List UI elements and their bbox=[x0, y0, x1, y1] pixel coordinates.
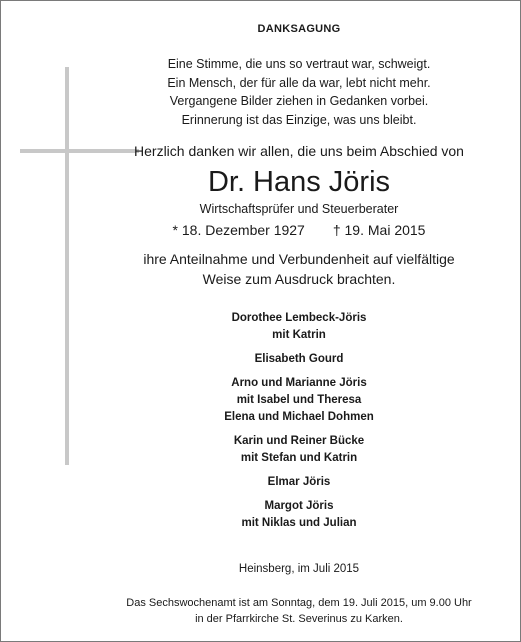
family-group bbox=[141, 310, 457, 344]
birth-date: * 18. Dezember 1927 bbox=[172, 222, 305, 238]
family-list bbox=[141, 310, 457, 539]
family-line: Dorothee Lembeck-Jöris bbox=[231, 312, 367, 324]
family-line: Elmar Jöris bbox=[267, 476, 331, 488]
family-group bbox=[141, 433, 457, 467]
poem-line: Eine Stimme, die uns so vertraut war, schweigt. bbox=[167, 57, 431, 71]
place-date: Heinsberg, im Juli 2015 bbox=[238, 563, 360, 575]
notice-heading: DANKSAGUNG bbox=[257, 23, 341, 35]
family-line: Karin und Reiner Bücke bbox=[233, 435, 365, 447]
poem bbox=[141, 55, 457, 129]
family-line: mit Niklas und Julian bbox=[241, 517, 357, 529]
family-group bbox=[141, 375, 457, 426]
family-line: Elisabeth Gourd bbox=[254, 353, 344, 365]
life-dates bbox=[141, 221, 457, 239]
family-group bbox=[141, 474, 457, 491]
deceased-profession: Wirtschaftsprüfer und Steuerberater bbox=[199, 202, 399, 216]
service-notice bbox=[121, 595, 477, 627]
family-line: mit Katrin bbox=[272, 329, 326, 341]
poem-line: Erinnerung ist das Einzige, was uns bleibt. bbox=[181, 112, 417, 127]
cross-vertical-bar bbox=[65, 67, 69, 465]
poem-line: Ein Mensch, der für alle da war, lebt nicht mehr. bbox=[167, 75, 431, 90]
family-line: Arno und Marianne Jöris bbox=[231, 377, 367, 389]
service-line: Das Sechswochenamt ist am Sonntag, dem 19. Juli 2015, um 9.00 Uhr bbox=[126, 597, 472, 609]
family-line: Elena und Michael Dohmen bbox=[224, 411, 374, 423]
family-line: mit Stefan und Katrin bbox=[240, 452, 358, 464]
thanks-intro: Herzlich danken wir allen, die uns beim Abschied von bbox=[134, 143, 464, 159]
death-date: † 19. Mai 2015 bbox=[332, 222, 426, 238]
sympathy-text: ihre Anteilnahme und Verbundenheit auf vielfältige Weise zum Ausdruck brachten. bbox=[143, 251, 455, 287]
service-line: in der Pfarrkirche St. Severinus zu Karken. bbox=[195, 613, 403, 625]
family-line: mit Isabel und Theresa bbox=[236, 394, 362, 406]
family-group bbox=[141, 498, 457, 532]
poem-line: Vergangene Bilder ziehen in Gedanken vorbei. bbox=[169, 94, 429, 108]
family-group bbox=[141, 351, 457, 368]
family-line: Margot Jöris bbox=[264, 500, 334, 512]
deceased-name: Dr. Hans Jöris bbox=[207, 166, 391, 198]
